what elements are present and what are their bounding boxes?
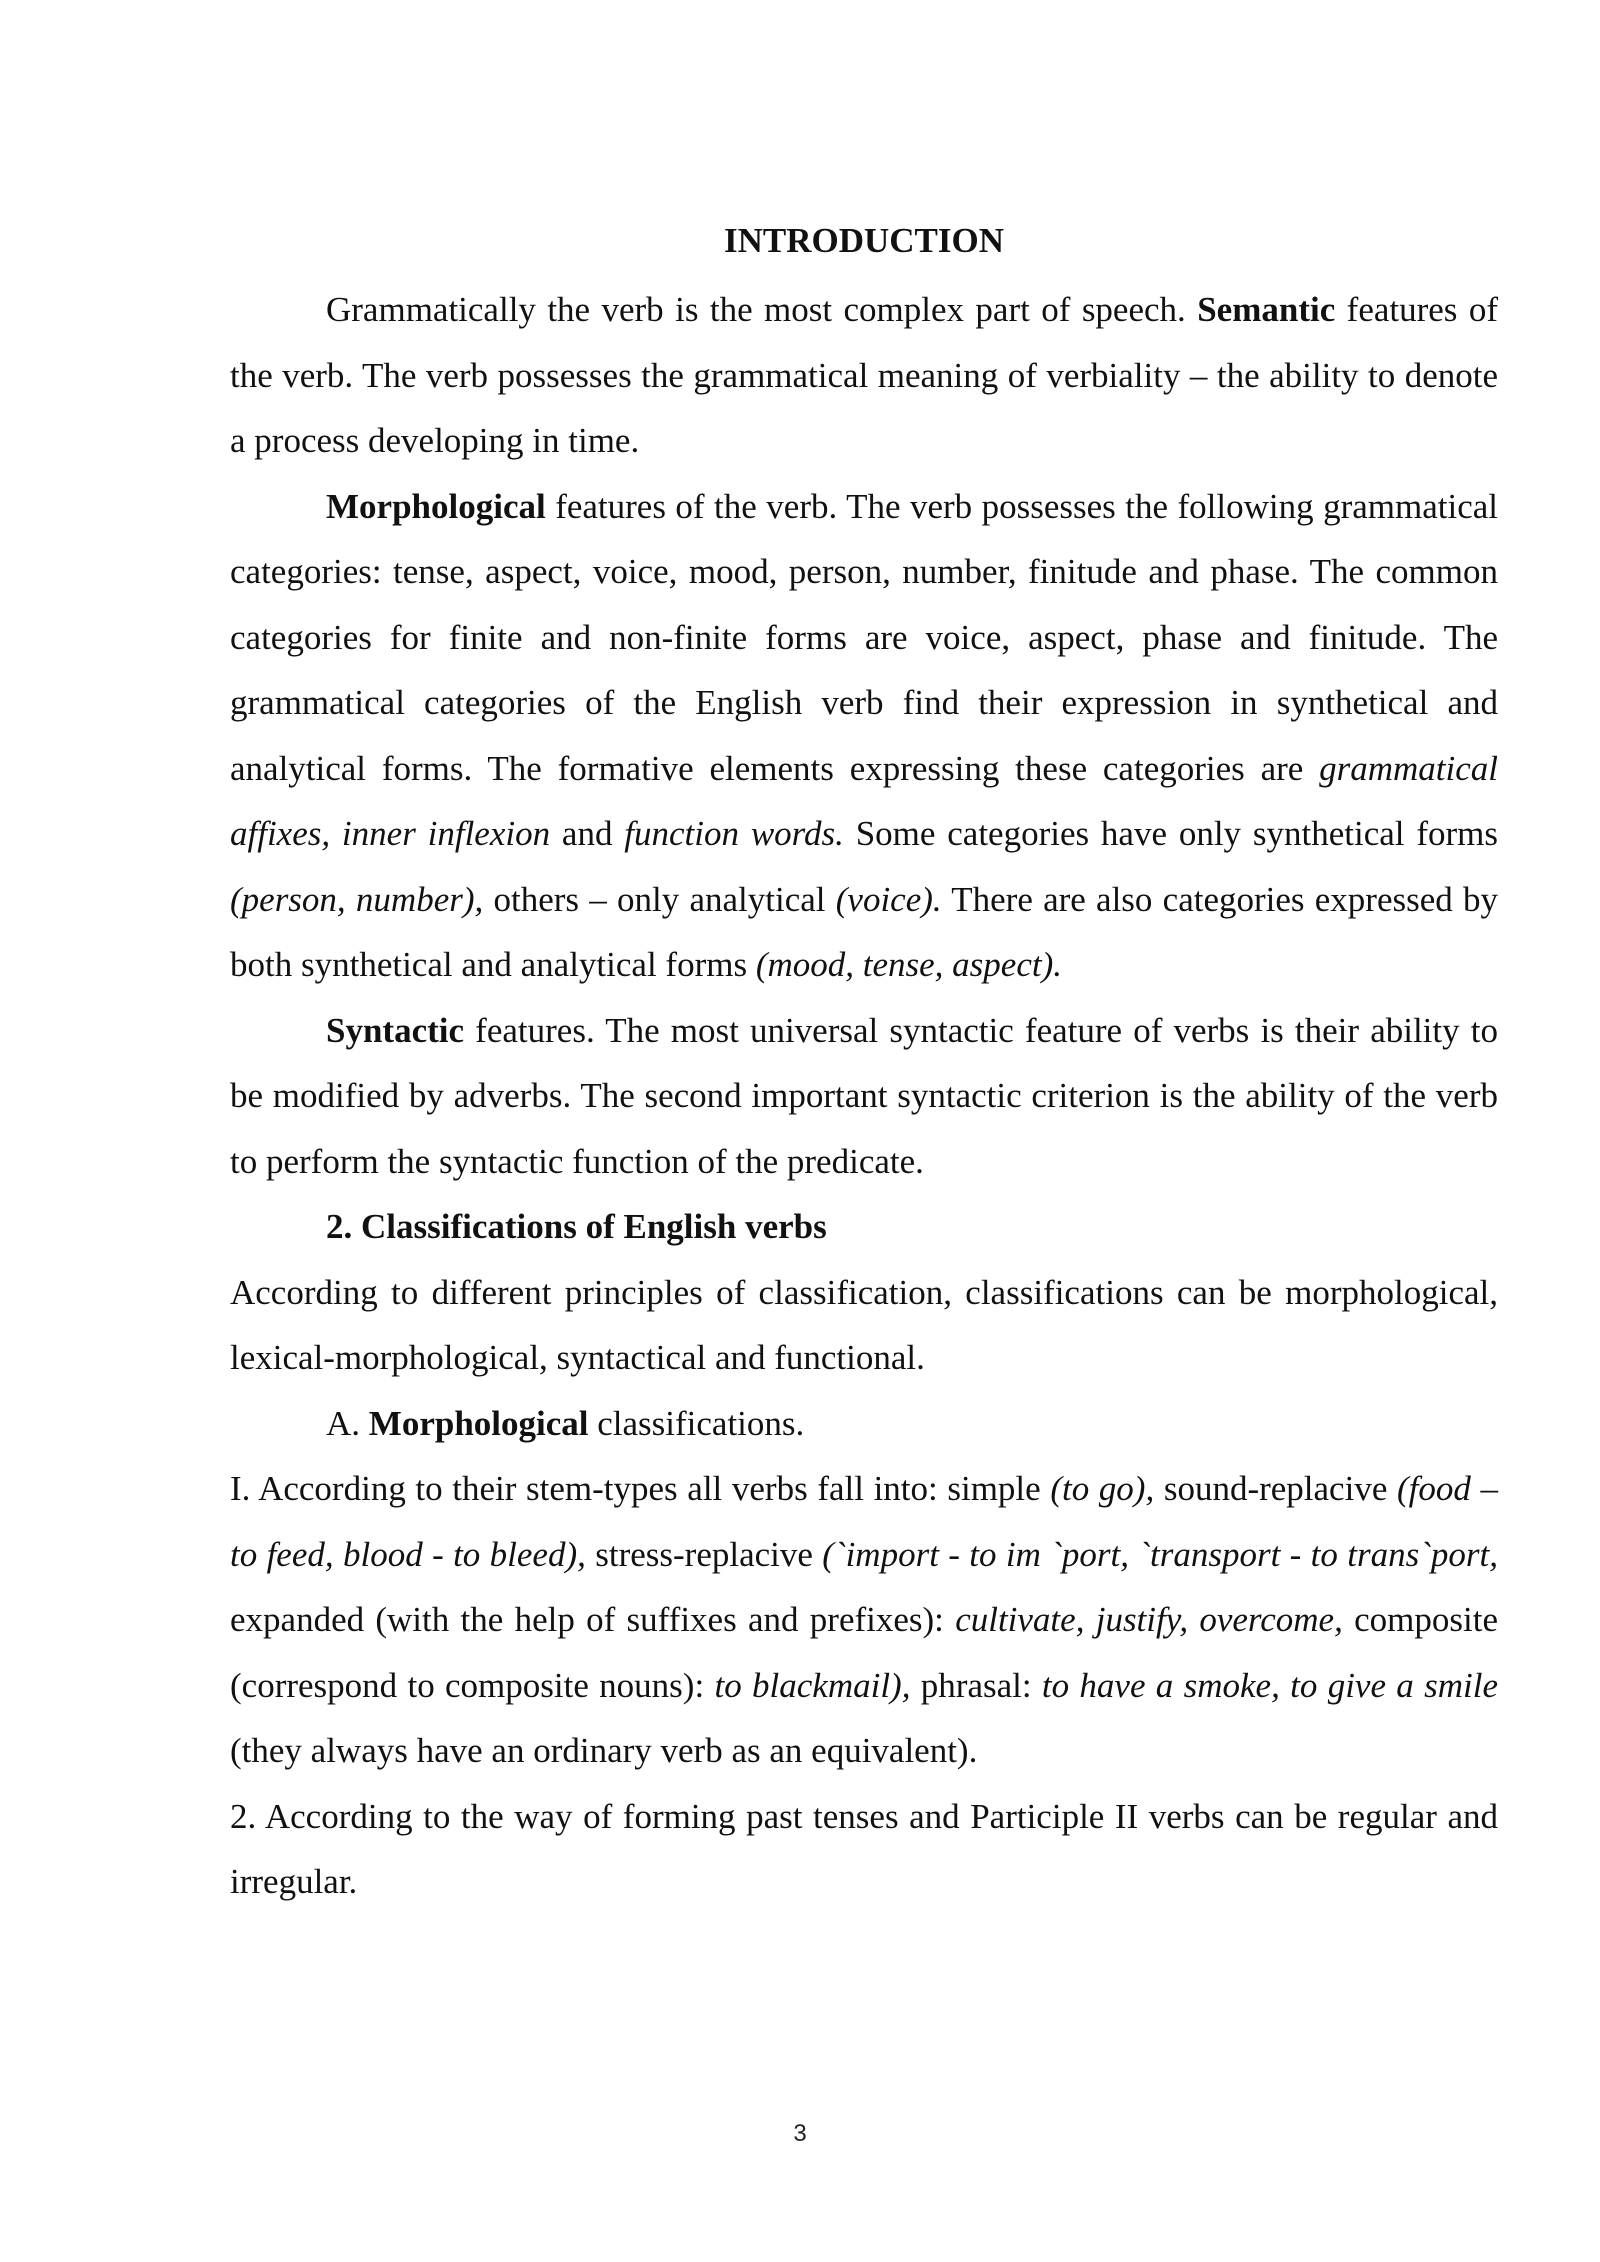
text-run: stress-replacive: [585, 1534, 823, 1574]
text-run: (they always have an ordinary verb as an equivalent).: [230, 1731, 978, 1770]
italic-term: (to go),: [1050, 1469, 1155, 1508]
italic-term: (person, number),: [230, 879, 484, 919]
paragraph-regular-irregular: [230, 1784, 1498, 1915]
bold-term: Syntactic: [326, 1010, 465, 1050]
subsection-heading: [230, 1391, 1498, 1457]
text-run: features. The most universal syntactic feature of verbs is their ability to be modified by adverbs. The second important syntactic criterion is the ability of the verb to perform the syntactic function of the predicate.: [230, 1010, 1498, 1181]
bold-term: Semantic: [1197, 290, 1336, 329]
text-run: Some categories have only synthetical forms: [843, 814, 1498, 853]
paragraph-principles: [230, 1260, 1498, 1391]
bold-term: Morphological: [368, 1403, 589, 1443]
text-run: I. According to their stem-types all verbs fall into: simple: [230, 1469, 1051, 1508]
text-run: According to different principles of classification, classifications can be morphological, lexical-morphological, syntactical and functional.: [230, 1272, 1498, 1377]
page-number: 3: [793, 2120, 807, 2147]
text-run: classifications.: [588, 1403, 805, 1443]
italic-term: to have a smoke, to give a smile: [1041, 1665, 1498, 1705]
section-heading: 2. Classifications of English verbs: [326, 1207, 827, 1246]
text-run: Grammatically the verb is the most complex part of speech.: [326, 290, 1198, 329]
text-run: expanded (with the help of suffixes and prefixes):: [230, 1600, 956, 1639]
paragraph-morphological: [230, 474, 1498, 540]
bold-term: Morphological: [326, 486, 546, 526]
text-run: and: [550, 814, 625, 853]
page-title: INTRODUCTION: [723, 221, 1005, 260]
italic-term: (food – to feed, blood - to bleed),: [230, 1469, 1498, 1574]
paragraph-stem-types: [230, 1456, 1498, 1784]
italic-term: grammatical affixes, inner inflexion: [230, 748, 1498, 853]
text-run: others – only analytical: [483, 879, 836, 919]
italic-term: (`import - to im `port, `transport - to trans`port,: [822, 1534, 1498, 1574]
text-run: 2. According to the way of forming past tenses and Participle II verbs can be regular and irregular.: [230, 1796, 1498, 1901]
paragraph-semantic: [230, 277, 1498, 474]
document-body: [230, 212, 1498, 1915]
italic-term: function words.: [624, 814, 844, 853]
text-run: features of the verb. The verb possesses the following grammatical: [545, 486, 1498, 526]
text-run: A.: [326, 1403, 369, 1443]
paragraph-categories: [230, 539, 1498, 998]
paragraph-syntactic: [230, 998, 1498, 1195]
text-run: categories: tense, aspect, voice, mood, person, number, finitude and phase. The common categories for finite and non-finite forms are voice, aspect, phase and finitude. The grammatical categories of the English verb find their expression in synthetical and analytical forms. The formative elements expressing these categories are: [230, 552, 1498, 788]
text-run: phrasal:: [910, 1665, 1042, 1705]
text-run: There are also categories expressed by both synthetical and analytical forms: [230, 879, 1498, 984]
italic-term: (mood, tense, aspect).: [755, 945, 1062, 984]
text-run: features of the verb. The verb possesses the grammatical meaning of verbiality – the ability to denote a process developing in time.: [230, 290, 1498, 460]
text-run: sound-replacive: [1154, 1469, 1397, 1508]
italic-term: to blackmail),: [714, 1665, 911, 1705]
italic-term: cultivate, justify, overcome,: [955, 1600, 1343, 1639]
text-run: composite (correspond to composite nouns):: [230, 1600, 1498, 1705]
italic-term: (voice).: [835, 879, 942, 919]
